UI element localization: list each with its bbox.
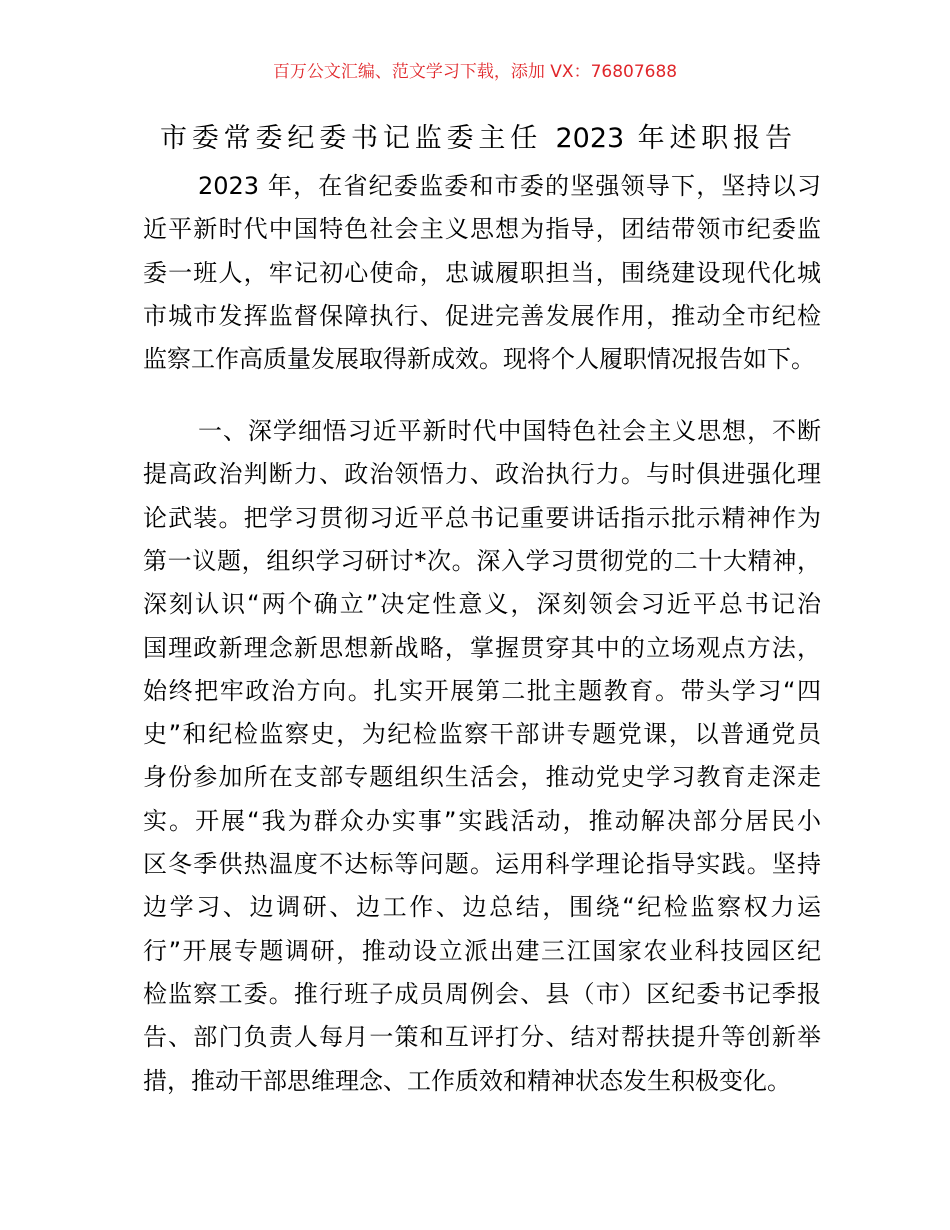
document-title: 市委常委纪委书记监委主任 2023 年述职报告 xyxy=(160,123,792,154)
paragraph-line: 实。开展“我为群众办实事”实践活动，推动解决部分居民小 xyxy=(143,806,821,835)
paragraph-line: 监察工作高质量发展取得新成效。现将个人履职情况报告如下。 xyxy=(143,345,815,374)
paragraph-line: 第一议题，组织学习研讨*次。深入学习贯彻党的二十大精神， xyxy=(143,546,821,575)
paragraph-line: 告、部门负责人每月一策和互评打分、结对帮扶提升等创新举 xyxy=(143,1023,821,1052)
paragraph-line: 近平新时代中国特色社会主义思想为指导，团结带领市纪委监 xyxy=(143,215,821,244)
paragraph-line: 始终把牢政治方向。扎实开展第二批主题教育。带头学习“四 xyxy=(143,676,821,705)
paragraph-first-line: 一、深学细悟习近平新时代中国特色社会主义思想，不断 xyxy=(198,417,821,445)
paragraph-line: 委一班人，牢记初心使命，忠诚履职担当，围绕建设现代化城 xyxy=(143,258,821,287)
paragraph-line: 市城市发挥监督保障执行、促进完善发展作用，推动全市纪检 xyxy=(143,301,821,330)
paragraph-line: 身份参加所在支部专题组织生活会，推动党史学习教育走深走 xyxy=(143,763,821,792)
paragraph-line: 措，推动干部思维理念、工作质效和精神状态发生积极变化。 xyxy=(143,1066,791,1095)
paragraph-line: 检监察工委。推行班子成员周例会、县（市）区纪委书记季报 xyxy=(143,979,821,1008)
paragraph-line: 边学习、边调研、边工作、边总结，围绕“纪检监察权力运 xyxy=(143,893,821,922)
paragraph-line: 史”和纪检监察史，为纪检监察干部讲专题党课，以普通党员 xyxy=(143,720,821,749)
paragraph-first-line: 2023 年，在省纪委监委和市委的坚强领导下，坚持以习 xyxy=(198,172,821,200)
paragraph-line: 行”开展专题调研，推动设立派出建三江国家农业科技园区纪 xyxy=(143,936,821,965)
paragraph-line: 深刻认识“两个确立”决定性意义，深刻领会习近平总书记治 xyxy=(143,590,821,619)
paragraph-line: 区冬季供热温度不达标等问题。运用科学理论指导实践。坚持 xyxy=(143,850,821,878)
paragraph-line: 提高政治判断力、政治领悟力、政治执行力。与时俱进强化理 xyxy=(143,460,821,489)
watermark-banner: 百万公文汇编、范文学习下载，添加 VX：76807688 xyxy=(272,62,678,82)
paragraph-line: 国理政新理念新思想新战略，掌握贯穿其中的立场观点方法， xyxy=(143,633,821,662)
paragraph-line: 论武装。把学习贯彻习近平总书记重要讲话指示批示精神作为 xyxy=(143,503,821,532)
